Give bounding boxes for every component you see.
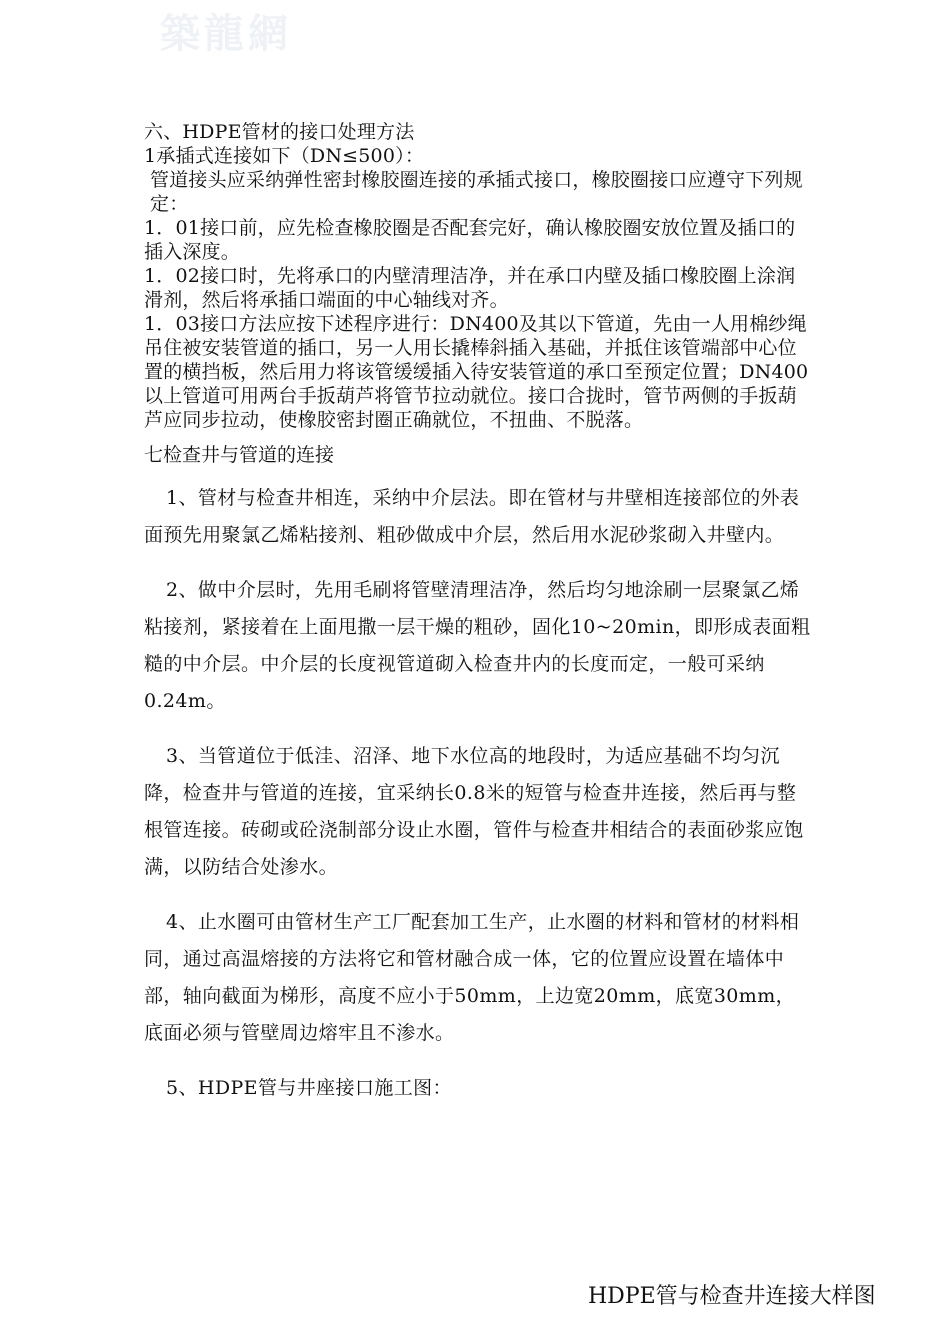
- section-6-item-1: 1．01接口前，应先检查橡胶圈是否配套完好，确认橡胶圈安放位置及插口的插入深度。: [144, 217, 796, 263]
- document-body: [144, 120, 812, 1107]
- section-7-paragraph-3: 3、当管道位于低洼、沼泽、地下水位高的地段时，为适应基础不均匀沉降，检查井与管道的连接，宜采纳长0.8米的短管与检查井连接，然后再与整根管连接。砖砌或砼浇制部分设止水圈，管件与检查井相结合的表面砂浆应饱满，以防结合处渗水。: [144, 745, 804, 878]
- section-7-paragraph-2: 2、做中介层时，先用毛刷将管壁清理洁净，然后均匀地涂刷一层聚氯乙烯粘接剂，紧接着在上面甩撒一层干燥的粗砂，固化10~20min，即形成表面粗糙的中介层。中介层的长度视管道砌入检查井内的长度而定，一般可采纳0.24m。: [144, 579, 811, 712]
- section-7: [144, 480, 812, 1107]
- section-7-paragraph-1: 1、管材与检查井相连，采纳中介层法。即在管材与井壁相连接部位的外表面预先用聚氯乙烯粘接剂、粗砂做成中介层，然后用水泥砂浆砌入井壁内。: [144, 487, 800, 546]
- section-6-title: 六、HDPE管材的接口处理方法: [144, 121, 415, 143]
- section-6-subtitle: 1承插式连接如下（DN≤500）：: [144, 145, 425, 167]
- figure-caption: HDPE管与检查井连接大样图: [588, 1284, 876, 1309]
- section-6-item-3: 1．03接口方法应按下述程序进行：DN400及其以下管道，先由一人用棉纱绳吊住被安装管道的插口，另一人用长撬棒斜插入基础，并抵住该管端部中心位置的横挡板，然后用力将该管缓缓插入待安装管道的承口至预定位置；DN400以上管道可用两台手扳葫芦将管节拉动就位。接口合拢时，管节两侧的手扳葫芦应同步拉动，使橡胶密封圈正确就位，不扭曲、不脱落。: [144, 313, 809, 431]
- section-6: [144, 120, 812, 432]
- section-7-paragraph-4: 4、止水圈可由管材生产工厂配套加工生产，止水圈的材料和管材的材料相同，通过高温熔接的方法将它和管材融合成一体，它的位置应设置在墙体中部，轴向截面为梯形，高度不应小于50mm，上边宽20mm，底宽30mm，底面必须与管壁周边熔牢且不渗水。: [144, 911, 800, 1044]
- section-7-title: 七检查井与管道的连接: [144, 444, 335, 466]
- section-6-intro: 管道接头应采纳弹性密封橡胶圈连接的承插式接口，橡胶圈接口应遵守下列规定：: [150, 169, 803, 215]
- section-6-item-2: 1．02接口时，先将承口的内壁清理洁净，并在承口内壁及插口橡胶圈上涂润滑剂，然后将承插口端面的中心轴线对齐。: [144, 265, 796, 311]
- watermark-logo: 築龍網: [160, 10, 292, 57]
- section-7-paragraph-5: 5、HDPE管与井座接口施工图：: [166, 1077, 452, 1099]
